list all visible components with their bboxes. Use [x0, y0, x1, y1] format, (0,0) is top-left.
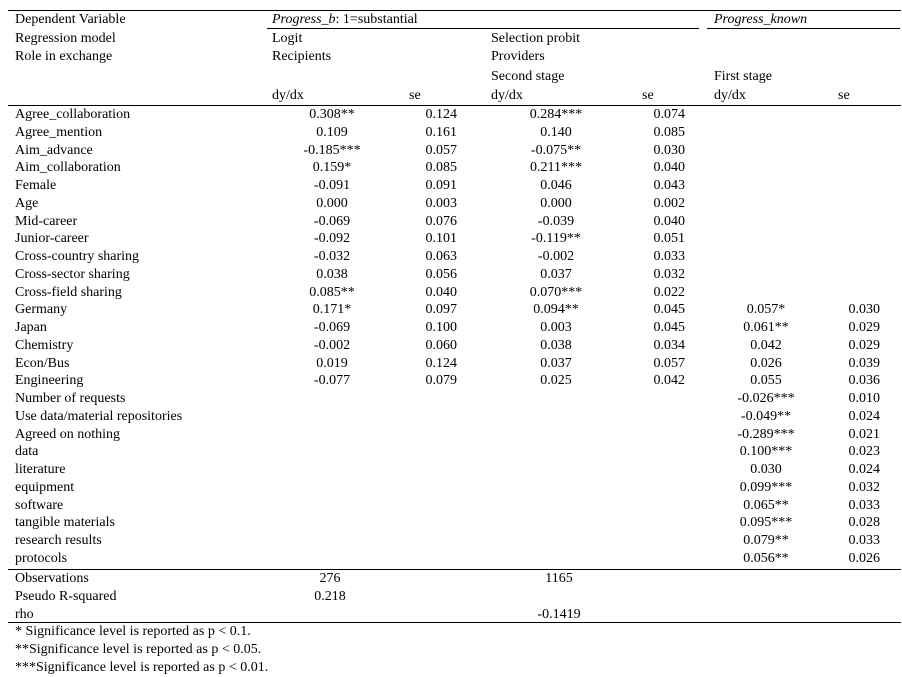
cell-probit-se: 0.030	[653, 143, 685, 158]
stats-logit-value: 0.218	[314, 589, 346, 604]
row-label: Junior-career	[15, 231, 89, 246]
row-label: Agree_collaboration	[15, 107, 131, 122]
cell-first-stage-dydx: 0.056**	[743, 551, 789, 566]
cell-first-stage-dydx: 0.055	[750, 373, 782, 388]
cell-probit-se: 0.040	[653, 214, 685, 229]
cell-probit-dydx: 0.038	[540, 338, 572, 353]
row-label: Germany	[15, 302, 68, 317]
note-significance-3: ***Significance level is reported as p < 0.01.	[15, 660, 269, 675]
row-label: Econ/Bus	[15, 356, 70, 371]
header-se-1: se	[409, 88, 421, 103]
row-label: Agreed on nothing	[15, 427, 120, 442]
cell-first-stage-dydx: 0.026	[750, 356, 782, 371]
cell-probit-dydx: -0.039	[537, 214, 575, 229]
cell-probit-dydx: -0.119**	[531, 231, 581, 246]
cell-first-stage-se: 0.023	[848, 444, 880, 459]
cell-probit-se: 0.002	[653, 196, 685, 211]
cell-first-stage-se: 0.021	[848, 427, 880, 442]
cell-probit-se: 0.051	[653, 231, 685, 246]
header-model-logit: Logit	[272, 31, 303, 46]
cell-first-stage-dydx: 0.065**	[743, 498, 789, 513]
row-label: Aim_advance	[15, 143, 93, 158]
header-underline-progress-b	[267, 28, 699, 29]
cell-probit-se: 0.033	[653, 249, 685, 264]
cell-probit-se: 0.045	[653, 320, 685, 335]
cell-logit-dydx: -0.069	[313, 320, 351, 335]
cell-logit-dydx: 0.000	[316, 196, 348, 211]
row-label: Aim_collaboration	[15, 160, 121, 175]
stats-rule	[8, 569, 901, 570]
stats-label: Observations	[15, 571, 89, 586]
cell-logit-se: 0.060	[425, 338, 457, 353]
cell-logit-dydx: -0.077	[313, 373, 351, 388]
cell-logit-se: 0.076	[425, 214, 457, 229]
cell-logit-se: 0.091	[425, 178, 457, 193]
cell-first-stage-dydx: 0.061**	[743, 320, 789, 335]
cell-first-stage-dydx: -0.026***	[737, 391, 795, 406]
header-role-in-exchange: Role in exchange	[15, 49, 113, 64]
cell-first-stage-dydx: -0.049**	[740, 409, 792, 424]
row-label: Age	[15, 196, 39, 211]
cell-logit-se: 0.097	[425, 302, 457, 317]
cell-logit-dydx: 0.109	[316, 125, 348, 140]
cell-logit-se: 0.101	[425, 231, 457, 246]
note-significance-1: * Significance level is reported as p < 0.1.	[15, 624, 251, 639]
cell-probit-se: 0.043	[653, 178, 685, 193]
cell-probit-se: 0.034	[653, 338, 685, 353]
header-underline-progress-known	[707, 28, 900, 29]
row-label: Chemistry	[15, 338, 74, 353]
header-dydx-3: dy/dx	[714, 88, 746, 103]
row-label: protocols	[15, 551, 68, 566]
cell-first-stage-se: 0.039	[848, 356, 880, 371]
stats-label: rho	[15, 607, 34, 622]
cell-first-stage-se: 0.028	[848, 515, 880, 530]
row-label: Use data/material repositories	[15, 409, 183, 424]
header-role-providers: Providers	[491, 49, 545, 64]
row-label: Cross-country sharing	[15, 249, 140, 264]
cell-probit-dydx: 0.046	[540, 178, 572, 193]
header-second-stage: Second stage	[491, 69, 565, 84]
row-label: equipment	[15, 480, 75, 495]
header-dependent-variable: Dependent Variable	[15, 12, 126, 27]
cell-first-stage-dydx: 0.100***	[739, 444, 793, 459]
cell-first-stage-se: 0.033	[848, 498, 880, 513]
cell-probit-dydx: 0.070***	[529, 285, 583, 300]
cell-first-stage-se: 0.030	[848, 302, 880, 317]
cell-logit-dydx: -0.091	[313, 178, 351, 193]
cell-logit-se: 0.057	[425, 143, 457, 158]
cell-logit-se: 0.100	[425, 320, 457, 335]
cell-first-stage-dydx: 0.030	[750, 462, 782, 477]
stats-probit-value: -0.1419	[537, 607, 581, 622]
cell-first-stage-se: 0.024	[848, 409, 880, 424]
cell-first-stage-dydx: 0.099***	[739, 480, 793, 495]
stats-label: Pseudo R-squared	[15, 589, 117, 604]
header-dydx-1: dy/dx	[272, 88, 304, 103]
cell-logit-se: 0.124	[425, 356, 457, 371]
cell-logit-se: 0.056	[425, 267, 457, 282]
row-label: Number of requests	[15, 391, 126, 406]
cell-logit-dydx: 0.171*	[312, 302, 352, 317]
cell-probit-dydx: -0.002	[537, 249, 575, 264]
row-label: software	[15, 498, 64, 513]
row-label: research results	[15, 533, 102, 548]
header-progress-b-var: Progress_b	[272, 12, 336, 27]
cell-probit-dydx: 0.003	[540, 320, 572, 335]
header-se-3: se	[838, 88, 850, 103]
cell-first-stage-dydx: 0.042	[750, 338, 782, 353]
cell-logit-se: 0.085	[425, 160, 457, 175]
note-significance-2: **Significance level is reported as p < 0.05.	[15, 642, 262, 657]
cell-first-stage-se: 0.029	[848, 338, 880, 353]
cell-probit-dydx: 0.284***	[529, 107, 583, 122]
header-rule	[8, 105, 901, 106]
row-label: data	[15, 444, 39, 459]
header-model-probit: Selection probit	[491, 31, 581, 46]
cell-first-stage-se: 0.033	[848, 533, 880, 548]
cell-first-stage-dydx: 0.095***	[739, 515, 793, 530]
row-label: literature	[15, 462, 66, 477]
cell-probit-dydx: 0.211***	[530, 160, 582, 175]
cell-logit-dydx: -0.032	[313, 249, 351, 264]
header-role-recipients: Recipients	[272, 49, 332, 64]
cell-probit-dydx: 0.094**	[533, 302, 579, 317]
cell-first-stage-se: 0.036	[848, 373, 880, 388]
row-label: Female	[15, 178, 57, 193]
cell-logit-dydx: -0.069	[313, 214, 351, 229]
cell-logit-se: 0.079	[425, 373, 457, 388]
cell-logit-dydx: -0.002	[313, 338, 351, 353]
row-label: tangible materials	[15, 515, 115, 530]
row-label: Engineering	[15, 373, 84, 388]
cell-probit-dydx: 0.025	[540, 373, 572, 388]
cell-logit-dydx: 0.019	[316, 356, 348, 371]
cell-first-stage-se: 0.024	[848, 462, 880, 477]
cell-logit-dydx: -0.092	[313, 231, 351, 246]
cell-logit-dydx: 0.038	[316, 267, 348, 282]
cell-logit-dydx: 0.085**	[309, 285, 355, 300]
cell-probit-dydx: 0.037	[540, 356, 572, 371]
cell-probit-se: 0.057	[653, 356, 685, 371]
stats-logit-value: 276	[319, 571, 341, 586]
cell-logit-se: 0.124	[425, 107, 457, 122]
cell-logit-dydx: 0.308**	[309, 107, 355, 122]
header-progress-known	[714, 12, 807, 28]
cell-logit-dydx: 0.159*	[312, 160, 352, 175]
cell-first-stage-se: 0.032	[848, 480, 880, 495]
cell-probit-dydx: -0.075**	[530, 143, 582, 158]
header-dydx-2: dy/dx	[491, 88, 523, 103]
cell-first-stage-dydx: -0.289***	[737, 427, 795, 442]
header-progress-known-var: Progress_known	[714, 12, 808, 27]
cell-probit-se: 0.074	[653, 107, 685, 122]
cell-probit-se: 0.085	[653, 125, 685, 140]
cell-first-stage-se: 0.026	[848, 551, 880, 566]
header-regression-model: Regression model	[15, 31, 116, 46]
cell-probit-dydx: 0.037	[540, 267, 572, 282]
cell-logit-se: 0.040	[425, 285, 457, 300]
cell-probit-se: 0.045	[653, 302, 685, 317]
row-label: Mid-career	[15, 214, 78, 229]
row-label: Cross-sector sharing	[15, 267, 130, 282]
notes-rule	[8, 622, 901, 623]
stats-probit-value: 1165	[545, 571, 573, 586]
header-progress-b	[272, 12, 418, 28]
header-se-2: se	[642, 88, 654, 103]
cell-first-stage-se: 0.010	[848, 391, 880, 406]
cell-logit-se: 0.161	[425, 125, 457, 140]
row-label: Japan	[15, 320, 47, 335]
header-first-stage: First stage	[714, 69, 772, 84]
cell-logit-dydx: -0.185***	[303, 143, 361, 158]
cell-logit-se: 0.063	[425, 249, 457, 264]
top-rule	[8, 10, 901, 11]
cell-probit-dydx: 0.140	[540, 125, 572, 140]
cell-first-stage-se: 0.029	[848, 320, 880, 335]
cell-probit-se: 0.022	[653, 285, 685, 300]
cell-probit-se: 0.042	[653, 373, 685, 388]
cell-probit-se: 0.032	[653, 267, 685, 282]
cell-first-stage-dydx: 0.057*	[746, 302, 786, 317]
cell-first-stage-dydx: 0.079**	[743, 533, 789, 548]
row-label: Cross-field sharing	[15, 285, 122, 300]
cell-logit-se: 0.003	[425, 196, 457, 211]
cell-probit-dydx: 0.000	[540, 196, 572, 211]
header-progress-b-suffix: : 1=substantial	[335, 12, 418, 27]
cell-probit-se: 0.040	[653, 160, 685, 175]
row-label: Agree_mention	[15, 125, 103, 140]
